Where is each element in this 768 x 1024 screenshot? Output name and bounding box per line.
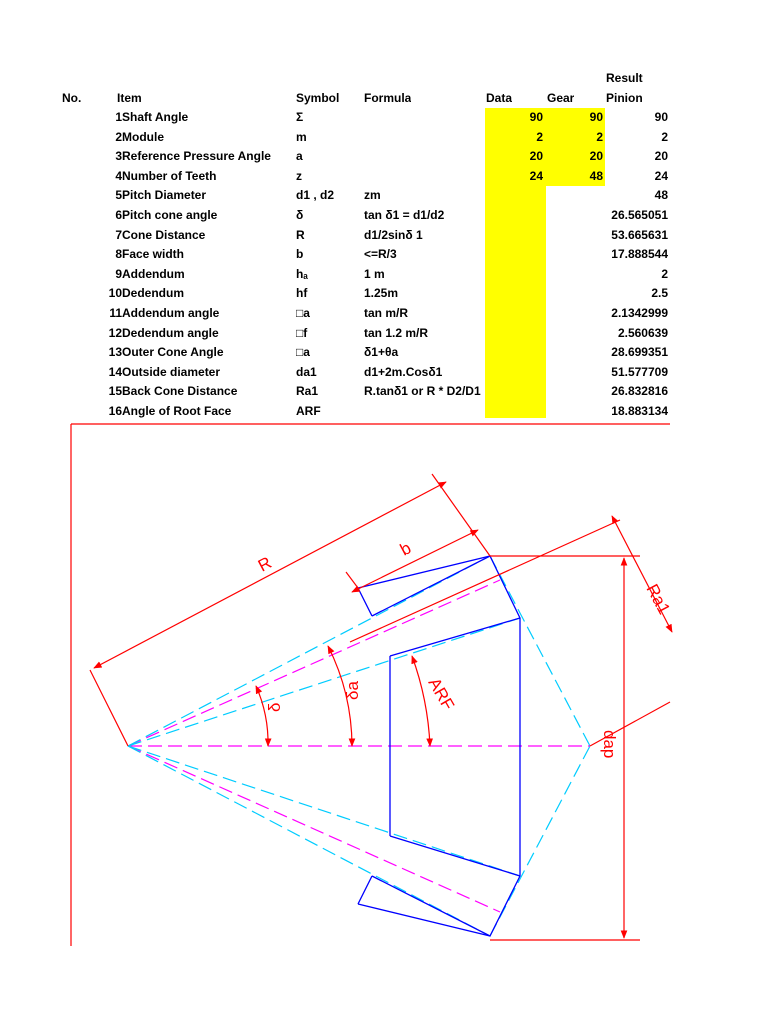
row-16-no: 16 — [108, 404, 122, 418]
row-15-symbol: Ra1 — [296, 384, 319, 399]
drawing-frame — [71, 424, 670, 946]
row-10-symbol: hf — [296, 286, 308, 301]
header-result: Result — [606, 71, 643, 85]
header-gear: Gear — [547, 91, 575, 105]
dimension-lines — [90, 474, 672, 940]
label-root-face-angle: ARF — [424, 674, 458, 714]
row-12-pinion: 2.560639 — [617, 325, 668, 340]
row-1-pinion: 90 — [654, 110, 668, 124]
label-back-cone: Ra1 — [642, 580, 674, 618]
row-10-item: Dedendum — [122, 286, 185, 301]
row-2-gear: 2 — [596, 129, 603, 144]
row-7-no: 7 — [115, 227, 122, 242]
row-6-item: Pitch cone angle — [122, 208, 218, 222]
row-9-pinion: 2 — [661, 266, 668, 281]
row-8-item: Face width — [122, 247, 185, 262]
row-4-no: 4 — [115, 168, 122, 183]
row-4-symbol: z — [296, 168, 302, 183]
header-item: Item — [117, 91, 142, 105]
row-15-no: 15 — [108, 384, 122, 399]
row-3-gear: 20 — [589, 149, 603, 164]
header-formula: Formula — [364, 91, 412, 105]
row-3-pinion: 20 — [654, 149, 668, 164]
row-14-symbol: da1 — [296, 364, 317, 379]
row-11-pinion: 2.1342999 — [611, 306, 668, 320]
row-15-item: Back Cone Distance — [122, 384, 238, 399]
row-1-no: 1 — [115, 110, 122, 124]
row-11-no: 11 — [109, 306, 122, 320]
row-7-symbol: R — [296, 227, 305, 242]
row-5-no: 5 — [115, 188, 122, 203]
row-13-symbol: □a — [296, 345, 310, 360]
row-4-item: Number of Teeth — [122, 168, 217, 183]
header-pinion: Pinion — [606, 91, 643, 105]
row-1-data: 90 — [529, 110, 543, 124]
header-data: Data — [486, 91, 513, 105]
row-11-formula: tan m/R — [364, 306, 409, 320]
row-15-formula: R.tanδ1 or R * D2/D1 — [364, 384, 481, 399]
row-1-gear: 90 — [589, 110, 603, 124]
label-outside-diameter: dap — [600, 730, 619, 759]
row-2-pinion: 2 — [661, 129, 668, 144]
row-16-item: Angle of Root Face — [122, 404, 232, 418]
row-3-item: Reference Pressure Angle — [122, 149, 271, 164]
row-14-item: Outside diameter — [122, 364, 221, 379]
row-12-item: Dedendum angle — [122, 325, 219, 340]
row-1-symbol: Σ — [296, 110, 304, 124]
row-7-formula: d1/2sinδ 1 — [364, 227, 423, 242]
row-14-no: 14 — [108, 364, 122, 379]
row-5-item: Pitch Diameter — [122, 188, 207, 203]
row-3-symbol: a — [296, 149, 303, 164]
row-9-formula: 1 m — [364, 266, 385, 281]
row-13-formula: δ1+θa — [364, 345, 399, 360]
row-14-formula: d1+2m.Cosδ1 — [364, 364, 443, 379]
row-9-symbol: hₐ — [296, 266, 308, 281]
row-9-item: Addendum — [122, 266, 185, 281]
row-14-pinion: 51.577709 — [611, 364, 668, 379]
row-7-item: Cone Distance — [122, 227, 206, 242]
row-7-pinion: 53.665631 — [611, 227, 668, 242]
row-9-no: 9 — [115, 266, 122, 281]
row-8-no: 8 — [115, 247, 122, 262]
row-11-item: Addendum angle — [122, 306, 220, 320]
row-16-pinion: 18.883134 — [611, 404, 668, 418]
label-face-width: b — [396, 538, 415, 560]
row-4-pinion: 24 — [654, 168, 668, 183]
label-outer-angle: δa — [343, 681, 362, 700]
row-13-no: 13 — [108, 345, 122, 360]
row-10-formula: 1.25m — [364, 286, 399, 301]
row-5-pinion: 48 — [654, 188, 668, 203]
row-12-no: 12 — [108, 325, 122, 340]
row-12-formula: tan 1.2 m/R — [364, 325, 429, 340]
row-4-gear: 48 — [589, 168, 603, 183]
row-2-no: 2 — [115, 129, 122, 144]
row-4-data: 24 — [529, 168, 543, 183]
row-11-symbol: □a — [296, 306, 310, 320]
row-8-formula: <=R/3 — [364, 247, 397, 262]
row-10-no: 10 — [108, 286, 122, 301]
row-16-symbol: ARF — [296, 404, 321, 418]
row-10-pinion: 2.5 — [651, 286, 668, 301]
row-6-pinion: 26.565051 — [611, 208, 668, 222]
row-15-pinion: 26.832816 — [611, 384, 668, 399]
row-12-symbol: □f — [296, 325, 308, 340]
row-6-symbol: δ — [296, 208, 304, 222]
row-8-symbol: b — [296, 247, 304, 262]
row-1-item: Shaft Angle — [122, 110, 189, 124]
label-cone-distance: R — [254, 552, 275, 576]
row-8-pinion: 17.888544 — [611, 247, 668, 262]
row-2-data: 2 — [536, 129, 543, 144]
row-2-symbol: m — [296, 129, 307, 144]
header-symbol: Symbol — [296, 91, 340, 105]
header-no: No. — [62, 91, 82, 105]
row-3-data: 20 — [529, 149, 543, 164]
row-3-no: 3 — [115, 149, 122, 164]
row-5-symbol: d1 , d2 — [296, 188, 335, 203]
row-5-formula: zm — [364, 188, 381, 203]
label-pitch-angle: δ — [265, 702, 284, 712]
row-13-pinion: 28.699351 — [611, 345, 668, 360]
row-2-item: Module — [122, 129, 164, 144]
row-13-item: Outer Cone Angle — [122, 345, 224, 360]
row-6-formula: tan δ1 = d1/d2 — [364, 208, 445, 222]
row-6-no: 6 — [115, 208, 122, 222]
